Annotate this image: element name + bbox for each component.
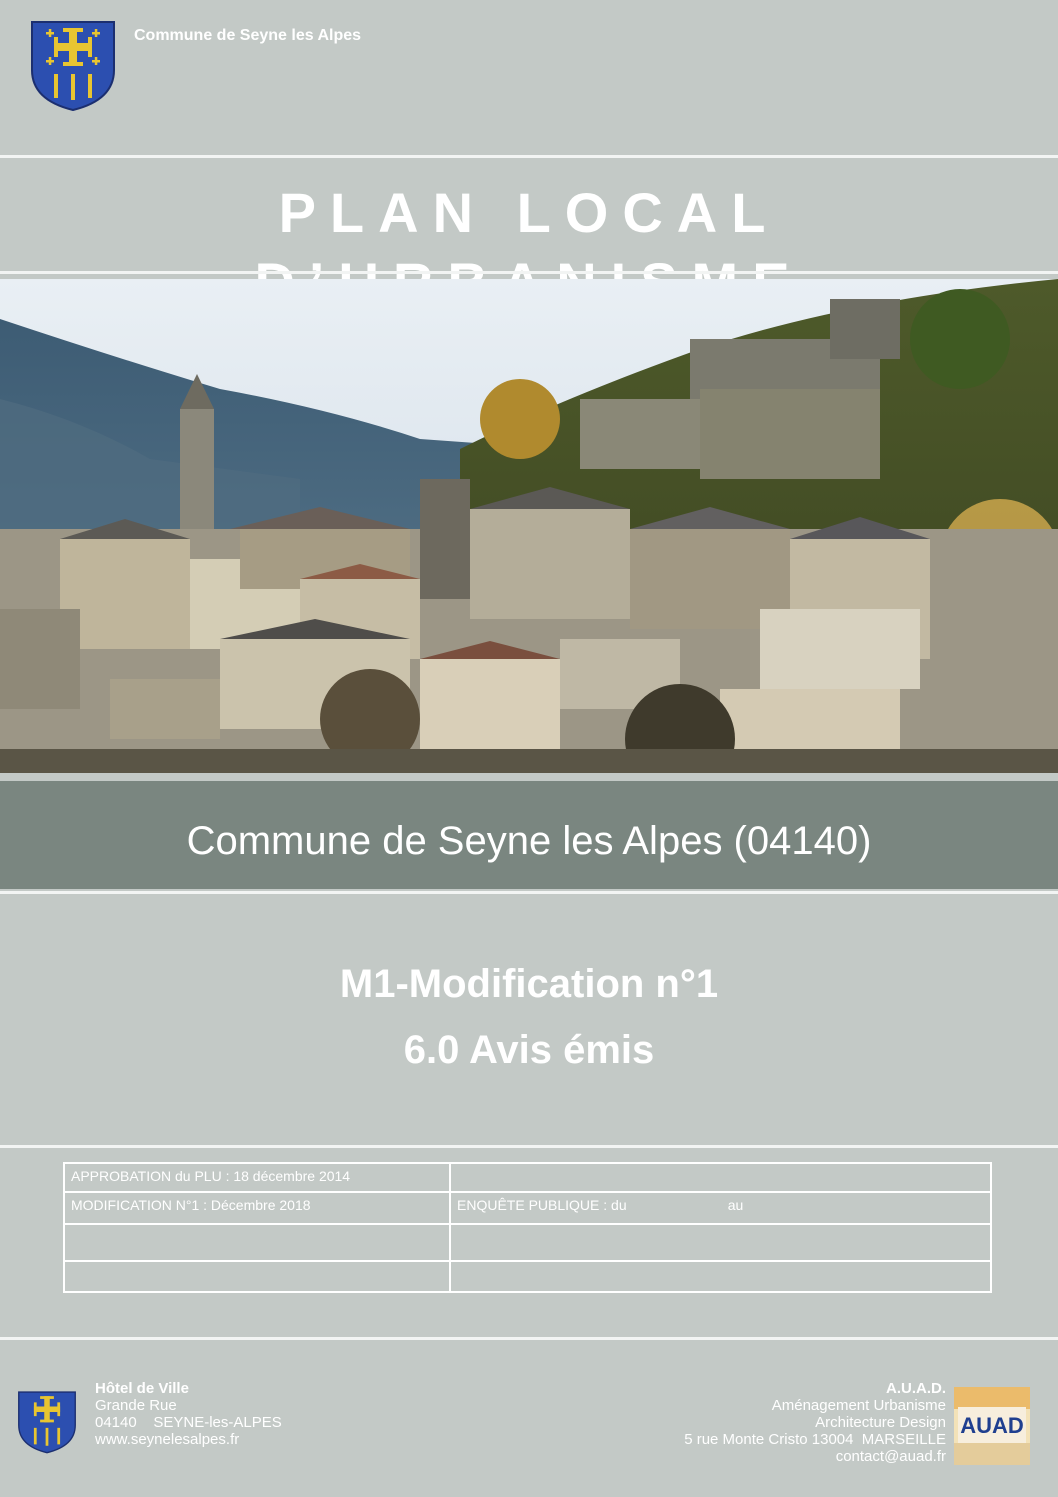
- table-cell: [451, 1225, 990, 1260]
- coat-of-arms-logo: [28, 18, 118, 113]
- table-cell-approbation: APPROBATION du PLU : 18 décembre 2014: [71, 1168, 351, 1184]
- coat-of-arms-logo: [16, 1387, 78, 1457]
- table-cell: [65, 1262, 449, 1291]
- divider: [0, 1145, 1058, 1148]
- village-photo: [0, 279, 1058, 773]
- auad-title: A.U.A.D.: [886, 1380, 946, 1397]
- divider: [0, 1337, 1058, 1340]
- hotel-street: Grande Rue: [95, 1397, 177, 1414]
- hotel-website-link[interactable]: www.seynelesalpes.fr: [95, 1431, 240, 1448]
- hotel-de-ville-title: Hôtel de Ville: [95, 1380, 189, 1397]
- divider: [0, 891, 1058, 894]
- hotel-city: 04140 SEYNE-les-ALPES: [95, 1414, 282, 1431]
- auad-tagline-2: Architecture Design: [815, 1414, 946, 1431]
- section-title: 6.0 Avis émis: [403, 1028, 655, 1072]
- table-cell-modification: MODIFICATION N°1 : Décembre 2018: [71, 1197, 311, 1213]
- header-commune-name: Commune de Seyne les Alpes: [134, 27, 362, 44]
- commune-band-title: Commune de Seyne les Alpes (04140): [186, 819, 872, 863]
- table-cell: [451, 1262, 990, 1291]
- auad-tagline-1: Aménagement Urbanisme: [771, 1397, 946, 1414]
- modification-title: M1-Modification n°1: [339, 962, 719, 1006]
- divider: [0, 271, 1058, 274]
- table-cell: [65, 1225, 449, 1260]
- auad-address: 5 rue Monte Cristo 13004 MARSEILLE: [684, 1431, 946, 1448]
- auad-logo-text: AUAD: [960, 1413, 1024, 1438]
- document-title: PLAN LOCAL: [278, 181, 780, 244]
- divider: [0, 155, 1058, 158]
- table-cell-enquete: ENQUÊTE PUBLIQUE : du au: [457, 1197, 744, 1213]
- auad-email-link[interactable]: contact@auad.fr: [835, 1448, 946, 1465]
- commune-band: [0, 781, 1058, 889]
- info-table: [63, 1162, 992, 1293]
- table-cell: [451, 1164, 990, 1191]
- auad-logo: [954, 1387, 1030, 1465]
